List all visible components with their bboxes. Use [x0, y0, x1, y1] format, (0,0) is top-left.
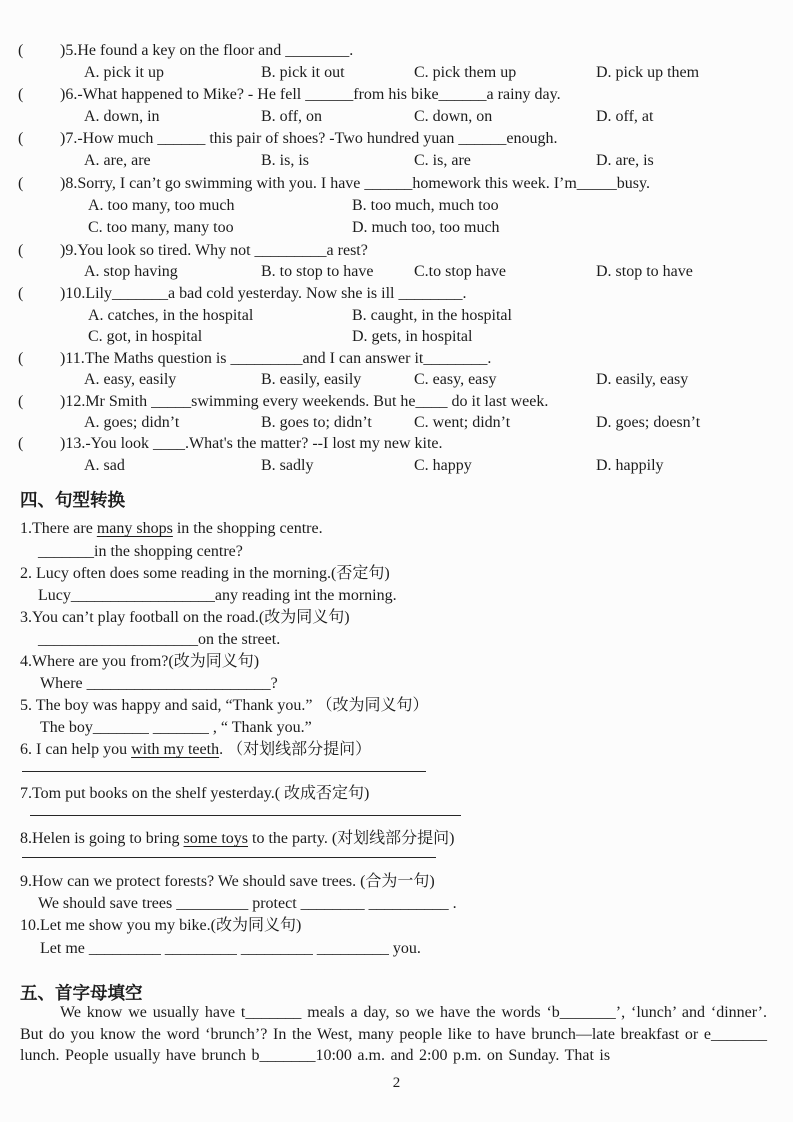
s4-item7: 7.Tom put books on the shelf yesterday.( 改成否定句): [20, 785, 370, 802]
q7-option-c: C. is, are: [414, 152, 471, 169]
q11-row: [0, 348, 793, 369]
q9-row: [0, 240, 793, 261]
q6-option-c: C. down, on: [414, 108, 493, 125]
q11-options: [0, 369, 793, 390]
q10-option-b: B. caught, in the hospital: [352, 307, 512, 324]
q8-option-d: D. much too, too much: [352, 219, 500, 236]
q8-answer-bracket: (: [18, 175, 24, 192]
page-number: 2: [392, 1075, 401, 1091]
q8-option-c: C. too many, many too: [88, 219, 234, 236]
q12-option-b: B. goes to; didn’t: [261, 414, 372, 431]
q12-answer-bracket: (: [18, 393, 24, 410]
s4-item10: 10.Let me show you my bike.(改为同义句): [20, 917, 302, 934]
s4-item8-underlined: some toys: [183, 830, 248, 847]
s4-item8: [20, 828, 455, 849]
q12-options: [0, 412, 793, 433]
q11-option-b: B. easily, easily: [261, 371, 362, 388]
q6-row: [0, 84, 793, 105]
s4-item8-answer-line: [22, 857, 436, 858]
q7-option-d: D. are, is: [596, 152, 654, 169]
q8-options-row1: [0, 195, 793, 216]
s4-item4-answer-blank: Where _______________________?: [40, 675, 278, 692]
q7-options: [0, 150, 793, 171]
q6-option-a: A. down, in: [84, 108, 160, 125]
q13-option-d: D. happily: [596, 457, 664, 474]
s4-item1-underlined: many shops: [96, 520, 173, 537]
s4-item2: 2. Lucy often does some reading in the morning.(否定句): [20, 565, 390, 582]
s4-item10-answer-blank: Let me _________ _________ _________ _________ you.: [40, 940, 421, 957]
q10-option-d: D. gets, in hospital: [352, 328, 473, 345]
q8-stem: )8.Sorry, I can’t go swimming with you. I have ______homework this week. I’m_____busy.: [60, 175, 650, 192]
q9-option-a: A. stop having: [84, 263, 178, 280]
q5-option-c: C. pick them up: [414, 64, 517, 81]
q13-answer-bracket: (: [18, 435, 24, 452]
s4-item8-post: to the party. (对划线部分提问): [248, 830, 455, 847]
q10-stem: )10.Lily_______a bad cold yesterday. Now she is ill ________.: [60, 285, 467, 302]
q11-answer-bracket: (: [18, 350, 24, 367]
s4-item8-pre: 8.Helen is going to bring: [20, 830, 184, 847]
q5-option-d: D. pick up them: [596, 64, 700, 81]
q5-row: [0, 40, 793, 61]
q6-stem: )6.-What happened to Mike? - He fell ______from his bike______a rainy day.: [60, 86, 561, 103]
q10-row: [0, 283, 793, 304]
q10-option-a: A. catches, in the hospital: [88, 307, 254, 324]
s4-item9: 9.How can we protect forests? We should save trees. (合为一句): [20, 873, 435, 890]
q7-answer-bracket: (: [18, 130, 24, 147]
q10-answer-bracket: (: [18, 285, 24, 302]
s4-item1-answer-blank: _______in the shopping centre?: [38, 543, 243, 560]
q8-option-a: A. too many, too much: [88, 197, 235, 214]
s4-item6: [20, 739, 371, 760]
q11-stem: )11.The Maths question is _________and I can answer it________.: [60, 350, 492, 367]
section5-heading: 五、首字母填空: [20, 983, 143, 1003]
q10-options-row2: [0, 326, 793, 347]
q12-row: [0, 391, 793, 412]
s4-item1-pre: 1.There are: [20, 520, 97, 537]
q12-option-c: C. went; didn’t: [414, 414, 511, 431]
q7-row: [0, 128, 793, 149]
q5-options: [0, 62, 793, 83]
q13-option-b: B. sadly: [261, 457, 314, 474]
s4-item7-answer-line: [30, 815, 461, 816]
s4-item2-answer-blank: Lucy__________________any reading int the morning.: [38, 587, 397, 604]
q8-row: [0, 173, 793, 194]
q9-options: [0, 261, 793, 282]
q5-option-b: B. pick it out: [261, 64, 345, 81]
q12-stem: )12.Mr Smith _____swimming every weekends. But he____ do it last week.: [60, 393, 549, 410]
s4-item5-answer-blank: The boy_______ _______ , “ Thank you.”: [40, 719, 312, 736]
q9-answer-bracket: (: [18, 242, 24, 259]
q5-answer-bracket: (: [18, 42, 24, 59]
q10-option-c: C. got, in hospital: [88, 328, 203, 345]
q8-options-row2: [0, 217, 793, 238]
q12-option-d: D. goes; doesn’t: [596, 414, 701, 431]
q6-option-d: D. off, at: [596, 108, 654, 125]
q10-options-row1: [0, 305, 793, 326]
s4-item3-answer-blank: ____________________on the street.: [38, 631, 281, 648]
s4-item6-pre: 6. I can help you: [20, 741, 132, 758]
q11-option-d: D. easily, easy: [596, 371, 689, 388]
q5-option-a: A. pick it up: [84, 64, 164, 81]
q7-option-b: B. is, is: [261, 152, 310, 169]
q5-stem: )5.He found a key on the floor and ________.: [60, 42, 354, 59]
q12-option-a: A. goes; didn’t: [84, 414, 180, 431]
s4-item3: 3.You can’t play football on the road.(改为同义句): [20, 609, 350, 626]
s4-item4: 4.Where are you from?(改为同义句): [20, 653, 260, 670]
q13-option-a: A. sad: [84, 457, 125, 474]
s4-item5: 5. The boy was happy and said, “Thank you.” （改为同义句）: [20, 697, 429, 714]
q11-option-c: C. easy, easy: [414, 371, 497, 388]
q7-option-a: A. are, are: [84, 152, 151, 169]
section5-cloze-paragraph: We know we usually have t_______ meals a day, so we have the words ‘b_______’, ‘lunch’ and ‘dinner’. But do you know the word ‘brunch’? In the West, many people like to have brunch—late breakfast or e_______ lunch. People usually have brunch b_______10:00 a.m. and 2:00 p.m. on Sunday. That is: [20, 1004, 767, 1065]
s4-item6-underlined: with my teeth: [131, 741, 220, 758]
s4-item1: [20, 518, 323, 539]
q9-option-b: B. to stop to have: [261, 263, 374, 280]
q11-option-a: A. easy, easily: [84, 371, 177, 388]
q13-option-c: C. happy: [414, 457, 472, 474]
q9-option-d: D. stop to have: [596, 263, 693, 280]
q9-stem: )9.You look so tired. Why not _________a rest?: [60, 242, 368, 259]
q13-options: [0, 455, 793, 476]
q7-stem: )7.-How much ______ this pair of shoes? -Two hundred yuan ______enough.: [60, 130, 558, 147]
q13-stem: )13.-You look ____.What's the matter? --I lost my new kite.: [60, 435, 443, 452]
q8-option-b: B. too much, much too: [352, 197, 499, 214]
section4-heading: 四、句型转换: [20, 490, 125, 510]
q6-options: [0, 106, 793, 127]
q13-row: [0, 433, 793, 454]
s4-item6-answer-line: [22, 771, 426, 772]
q6-answer-bracket: (: [18, 86, 24, 103]
s4-item9-answer-blank: We should save trees _________ protect ________ __________ .: [38, 895, 457, 912]
s4-item6-post: . （对划线部分提问）: [219, 741, 372, 758]
s4-item1-post: in the shopping centre.: [172, 520, 323, 537]
q9-option-c: C.to stop have: [414, 263, 506, 280]
q6-option-b: B. off, on: [261, 108, 323, 125]
